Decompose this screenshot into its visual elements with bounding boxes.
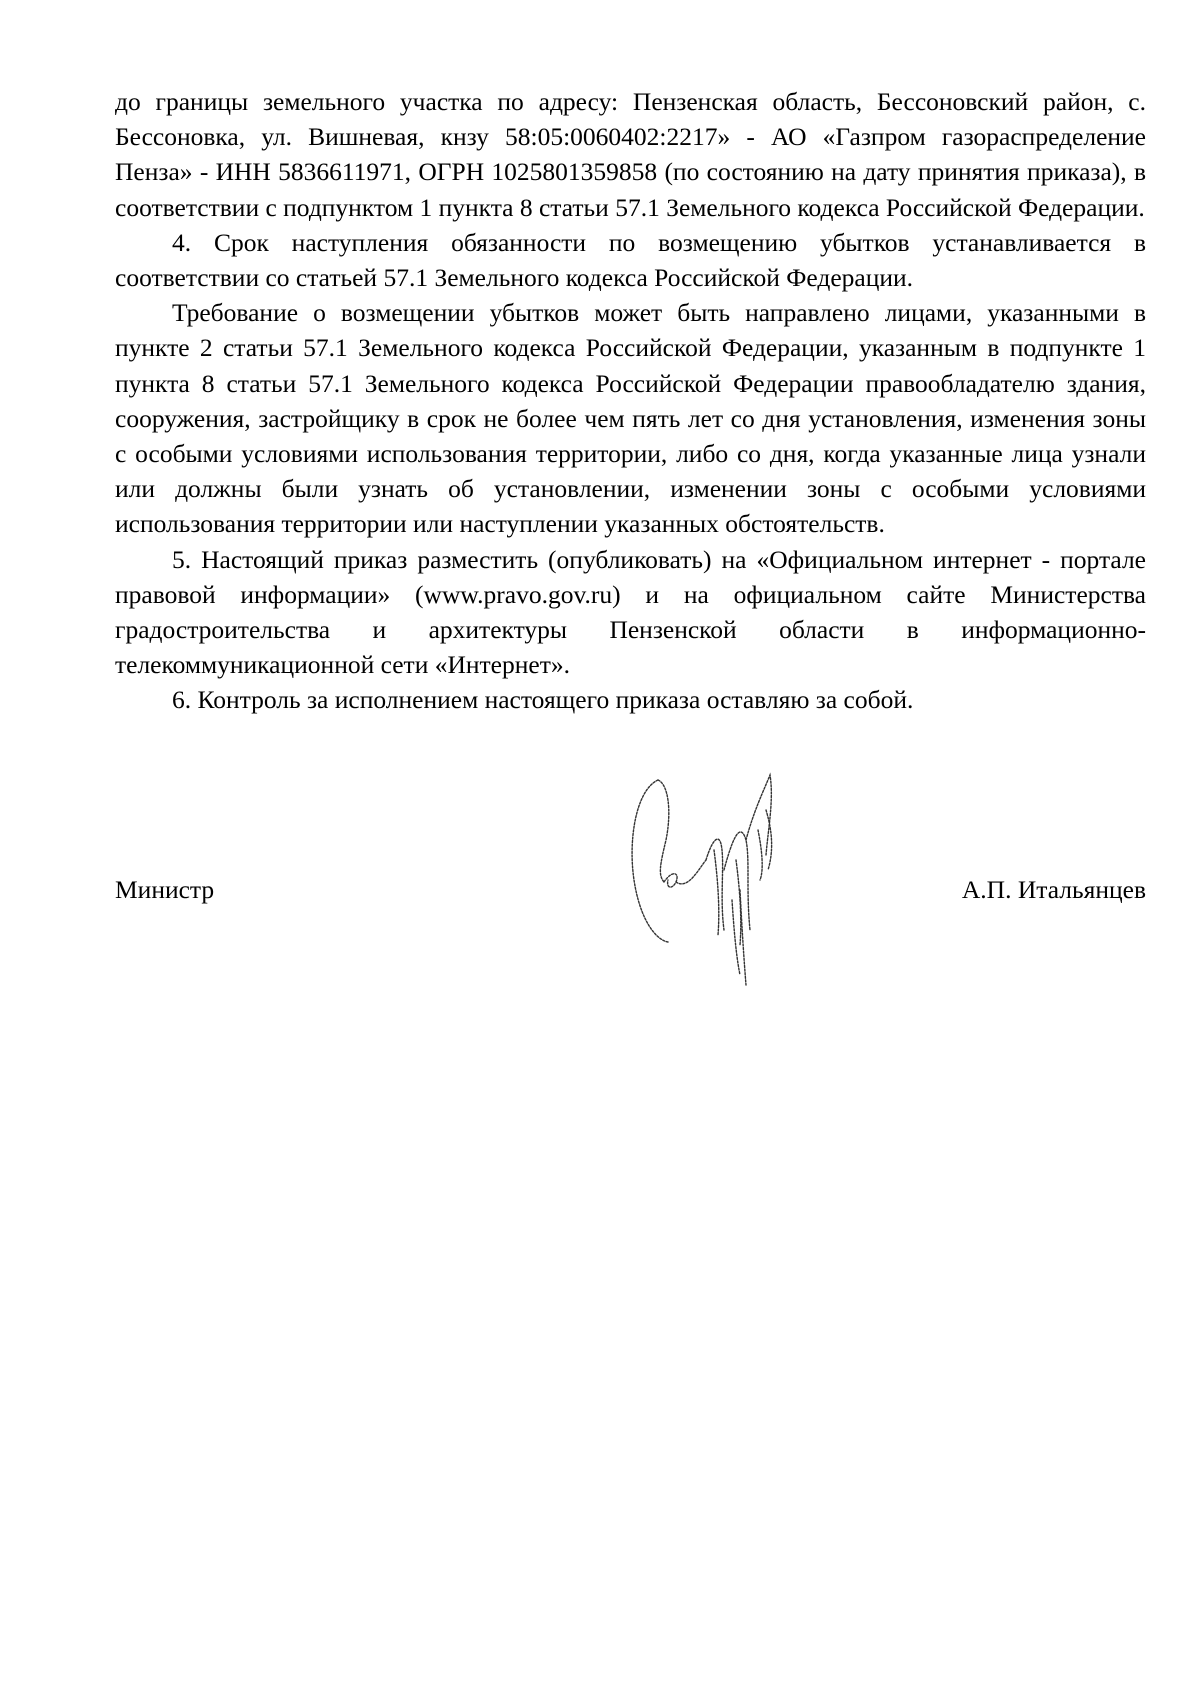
document-body [115, 84, 1146, 718]
paragraph-compensation-claim: Требование о возмещении убытков может быть направлено лицами, указанными в пункте 2 статьи 57.1 Земельного кодекса Российской Федерации, указанным в подпункте 1 пункта 8 статьи 57.1 Земельного кодекса Российской Федерации правообладателю здания, сооружения, застройщику в срок не более чем пять лет со дня установления, изменения зоны с особыми условиями использования территории, либо со дня, когда указанные лица узнали или должны были узнать об установлении, изменении зоны с особыми условиями использования территории или наступлении указанных обстоятельств. [115, 298, 1146, 539]
signatory-title: Министр [115, 875, 215, 904]
paragraph-item-5: 5. Настоящий приказ разместить (опубликовать) на «Официальном интернет - портале правовой информации» (www.pravo.gov.ru) и на официальном сайте Министерства градостроительства и архитектуры Пензенской области в информационно-телекоммуникационной сети «Интернет». [115, 544, 1146, 680]
signatory-name: А.П. Итальянцев [961, 875, 1146, 904]
paragraph-item-6: 6. Контроль за исполнением настоящего приказа оставляю за собой. [172, 685, 914, 715]
paragraph-item-4: 4. Срок наступления обязанности по возмещению убытков устанавливается в соответствии со статьей 57.1 Земельного кодекса Российской Федерации. [115, 227, 1146, 293]
handwritten-signature-icon [628, 770, 798, 1000]
paragraph-continuation: до границы земельного участка по адресу: Пензенская область, Бессоновский район, с. Бессоновка, ул. Вишневая, кнзу 58:05:0060402:2217» - АО «Газпром газораспределение Пенза» - ИНН 5836611971, ОГРН 1025801359858 (по состоянию на дату принятия приказа), в соответствии с подпунктом 1 пункта 8 статьи 57.1 Земельного кодекса Российской Федерации. [115, 87, 1146, 222]
